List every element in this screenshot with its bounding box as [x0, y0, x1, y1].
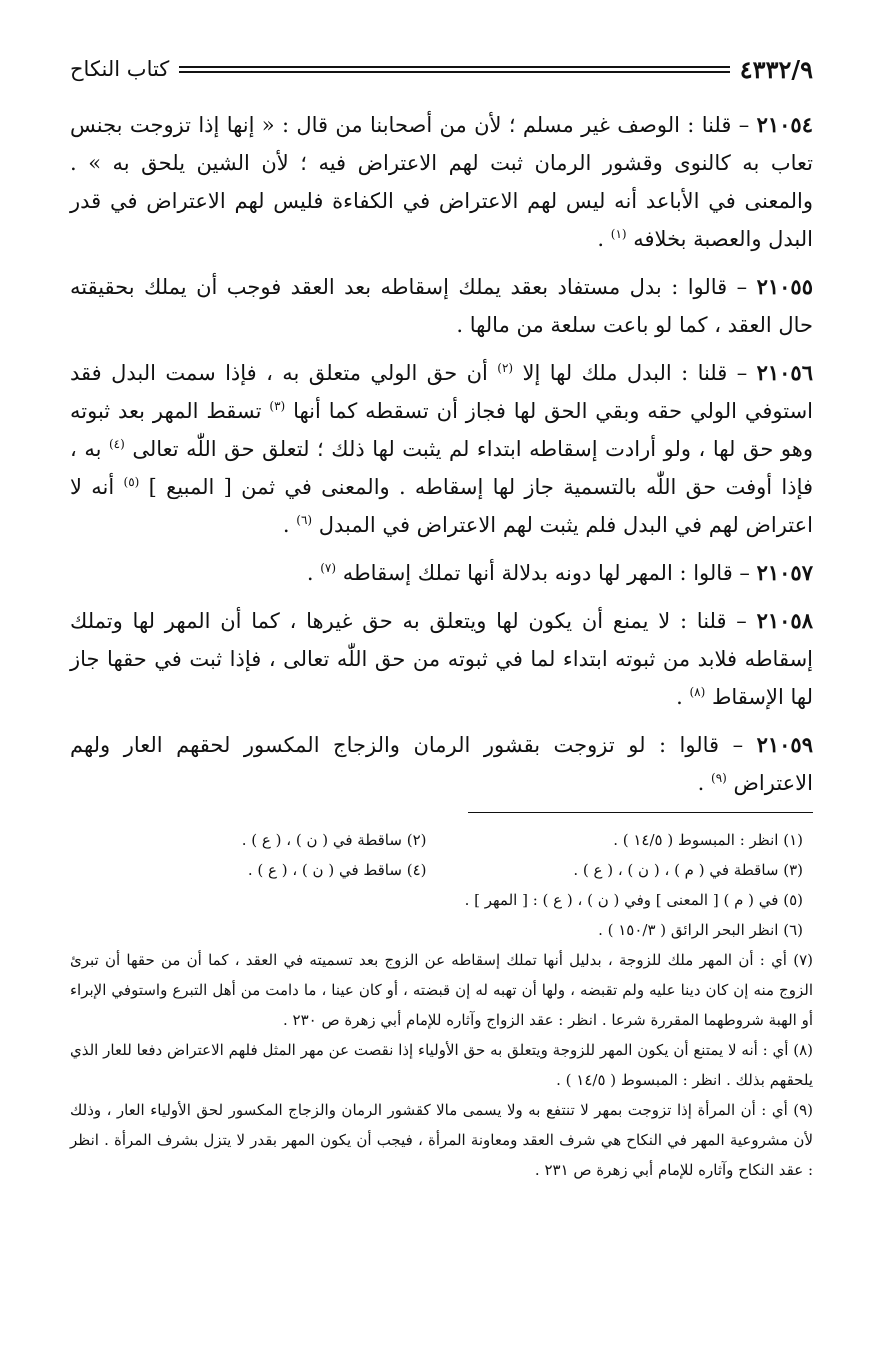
paragraph-end: .	[282, 513, 297, 537]
footnote-grid	[70, 825, 813, 885]
page-header	[70, 52, 813, 86]
footnote-1: (١) انظر : المبسوط ( ١٤/٥ ) .	[613, 831, 803, 849]
paragraph-number: ٢١٠٥٤	[756, 112, 813, 137]
paragraph-21058	[70, 602, 813, 716]
footnote-ref: (٦)	[296, 513, 313, 527]
paragraph-text: – قالوا : لو تزوجت بقشور الرمان والزجاج المكسور لحقهم العار ولهم الاعتراض	[70, 733, 813, 795]
paragraph-text: – قالوا : المهر لها دونه بدلالة أنها تملك إسقاطه	[336, 561, 757, 585]
footnote-ref: (٩)	[711, 771, 727, 785]
paragraph-number: ٢١٠٥٦	[756, 360, 813, 385]
paragraph-number: ٢١٠٥٥	[756, 274, 813, 299]
footnote-7: (٧) أي : أن المهر ملك للزوجة ، بدليل أنها تملك إسقاطه عن الزوج بعد تسميته في العقد ، كما أن من حقها أن تبرئ الزوج منه إن كان دينا عليه ولم تقبضه ، ولها أن تهبه له إن قبضته ، أو كان عينا ، ما دامت من أهل التبرع واستوفي الإبراء أو الهبة شروطهما المقررة شرعا . انظر : عقد الزواج وآثاره للإمام أبي زهرة ص ٢٣٠ .	[70, 951, 813, 1029]
paragraph-end: .	[697, 771, 711, 795]
paragraph-end: .	[597, 227, 611, 251]
paragraph-text: – قالوا : بدل مستفاد بعقد يملك إسقاطه بعد العقد فوجب أن يملك بحقيقته حال العقد ، كما لو باعت سلعة من مالها .	[70, 275, 813, 337]
paragraph-text: به ، فإذا أوفت حق اللّٰه بالتسمية جاز لها إسقاطه . والمعنى في ثمن [ المبيع ]	[70, 437, 814, 499]
footnote-4: (٤) ساقط في ( ن ) ، ( ع ) .	[247, 861, 427, 879]
footnote-ref: (٢)	[497, 361, 514, 375]
paragraph-21059	[70, 726, 813, 802]
paragraph-text: أنه لا اعتراض لهم في البدل فلم يثبت لهم الاعتراض في المبدل	[70, 475, 813, 537]
paragraph-number: ٢١٠٥٩	[756, 732, 813, 757]
footnote-ref: (٣)	[269, 399, 286, 413]
page-number: ٤٣٣٢/٩	[739, 54, 813, 84]
paragraph-21055	[70, 268, 813, 344]
paragraph-text: – قلنا : الوصف غير مسلم ؛ لأن من أصحابنا من قال : « إنها إذا تزوجت بجنس تعاب به كالنوى وقشور الرمان ثبت لهم الاعتراض فيه ؛ لأن الشين يلحق به » . والمعنى في الأباعد أنه ليس لهم الاعتراض في الكفاءة فليس لهم الاعتراض في قدر البدل والعصبة بخلافه	[70, 113, 813, 251]
footnote-3: (٣) ساقطة في ( م ) ، ( ن ) ، ( ع ) .	[573, 861, 803, 879]
paragraph-number: ٢١٠٥٨	[756, 608, 813, 633]
footnote-ref: (٥)	[123, 475, 140, 489]
paragraph-21056	[70, 354, 813, 544]
paragraph-text: أن حق الولي متعلق به ، فإذا سمت البدل فقد استوفي الولي حقه وبقي الحق لها فجاز أن تسقطه كما أنها	[70, 361, 813, 423]
paragraph-number: ٢١٠٥٧	[756, 560, 813, 585]
paragraph-text: – قلنا : البدل ملك لها إلا	[513, 361, 757, 385]
main-text	[70, 106, 813, 802]
footnote-2: (٢) ساقطة في ( ن ) ، ( ع ) .	[241, 831, 427, 849]
paragraph-21057	[70, 554, 813, 592]
paragraph-text: تسقط المهر بعد ثبوته وهو حق لها ، ولو أرادت إسقاطه ابتداء لم يثبت لها ذلك ؛ لتعلق حق اللّٰه تعالى	[70, 399, 813, 461]
paragraph-end: .	[676, 685, 690, 709]
footnote-ref: (١)	[610, 227, 627, 241]
footnote-8: (٨) أي : أنه لا يمتنع أن يكون المهر للزوجة ويتعلق به حق الأولياء إذا نقصت عن مهر المثل فلهم الاعتراض دفعا للعار الذي يلحقهم بذلك . انظر : المبسوط ( ١٤/٥ ) .	[70, 1041, 813, 1089]
footnote-9: (٩) أي : أن المرأة إذا تزوجت بمهر لا تنتفع به ولا يسمى مالا كقشور الرمان والزجاج المكسور لحق الأولياء العار ، وذلك لأن مشروعية المهر في النكاح هي شرف العقد ومعاونة المرأة ، فيجب أن يكون المهر بقدر لا يتزل بشرف المرأة . انظر : عقد النكاح وآثاره للإمام أبي زهرة ص ٢٣١ .	[70, 1101, 813, 1179]
header-rule	[179, 66, 729, 73]
footnote-5: (٥) في ( م ) [ المعنى ] وفي ( ن ) ، ( ع ) : [ المهر ] .	[464, 891, 803, 909]
paragraph-21054	[70, 106, 813, 258]
footnote-ref: (٨)	[689, 685, 706, 699]
footnote-ref: (٧)	[320, 561, 337, 575]
footnote-6: (٦) انظر البحر الرائق ( ١٥٠/٣ ) .	[598, 921, 803, 939]
footnotes	[70, 825, 813, 1185]
paragraph-end: .	[306, 561, 321, 585]
paragraph-text: – قلنا : لا يمنع أن يكون لها ويتعلق به حق غيرها ، كما أن المهر لها وتملك إسقاطه فلابد من ثبوته ابتداء لما في ثبوته من حق اللّٰه تعالى ، فإذا ثبت في حقها جاز لها الإسقاط	[70, 609, 813, 709]
footnote-separator	[468, 812, 813, 813]
book-title: كتاب النكاح	[70, 57, 170, 81]
footnote-ref: (٤)	[108, 437, 125, 451]
